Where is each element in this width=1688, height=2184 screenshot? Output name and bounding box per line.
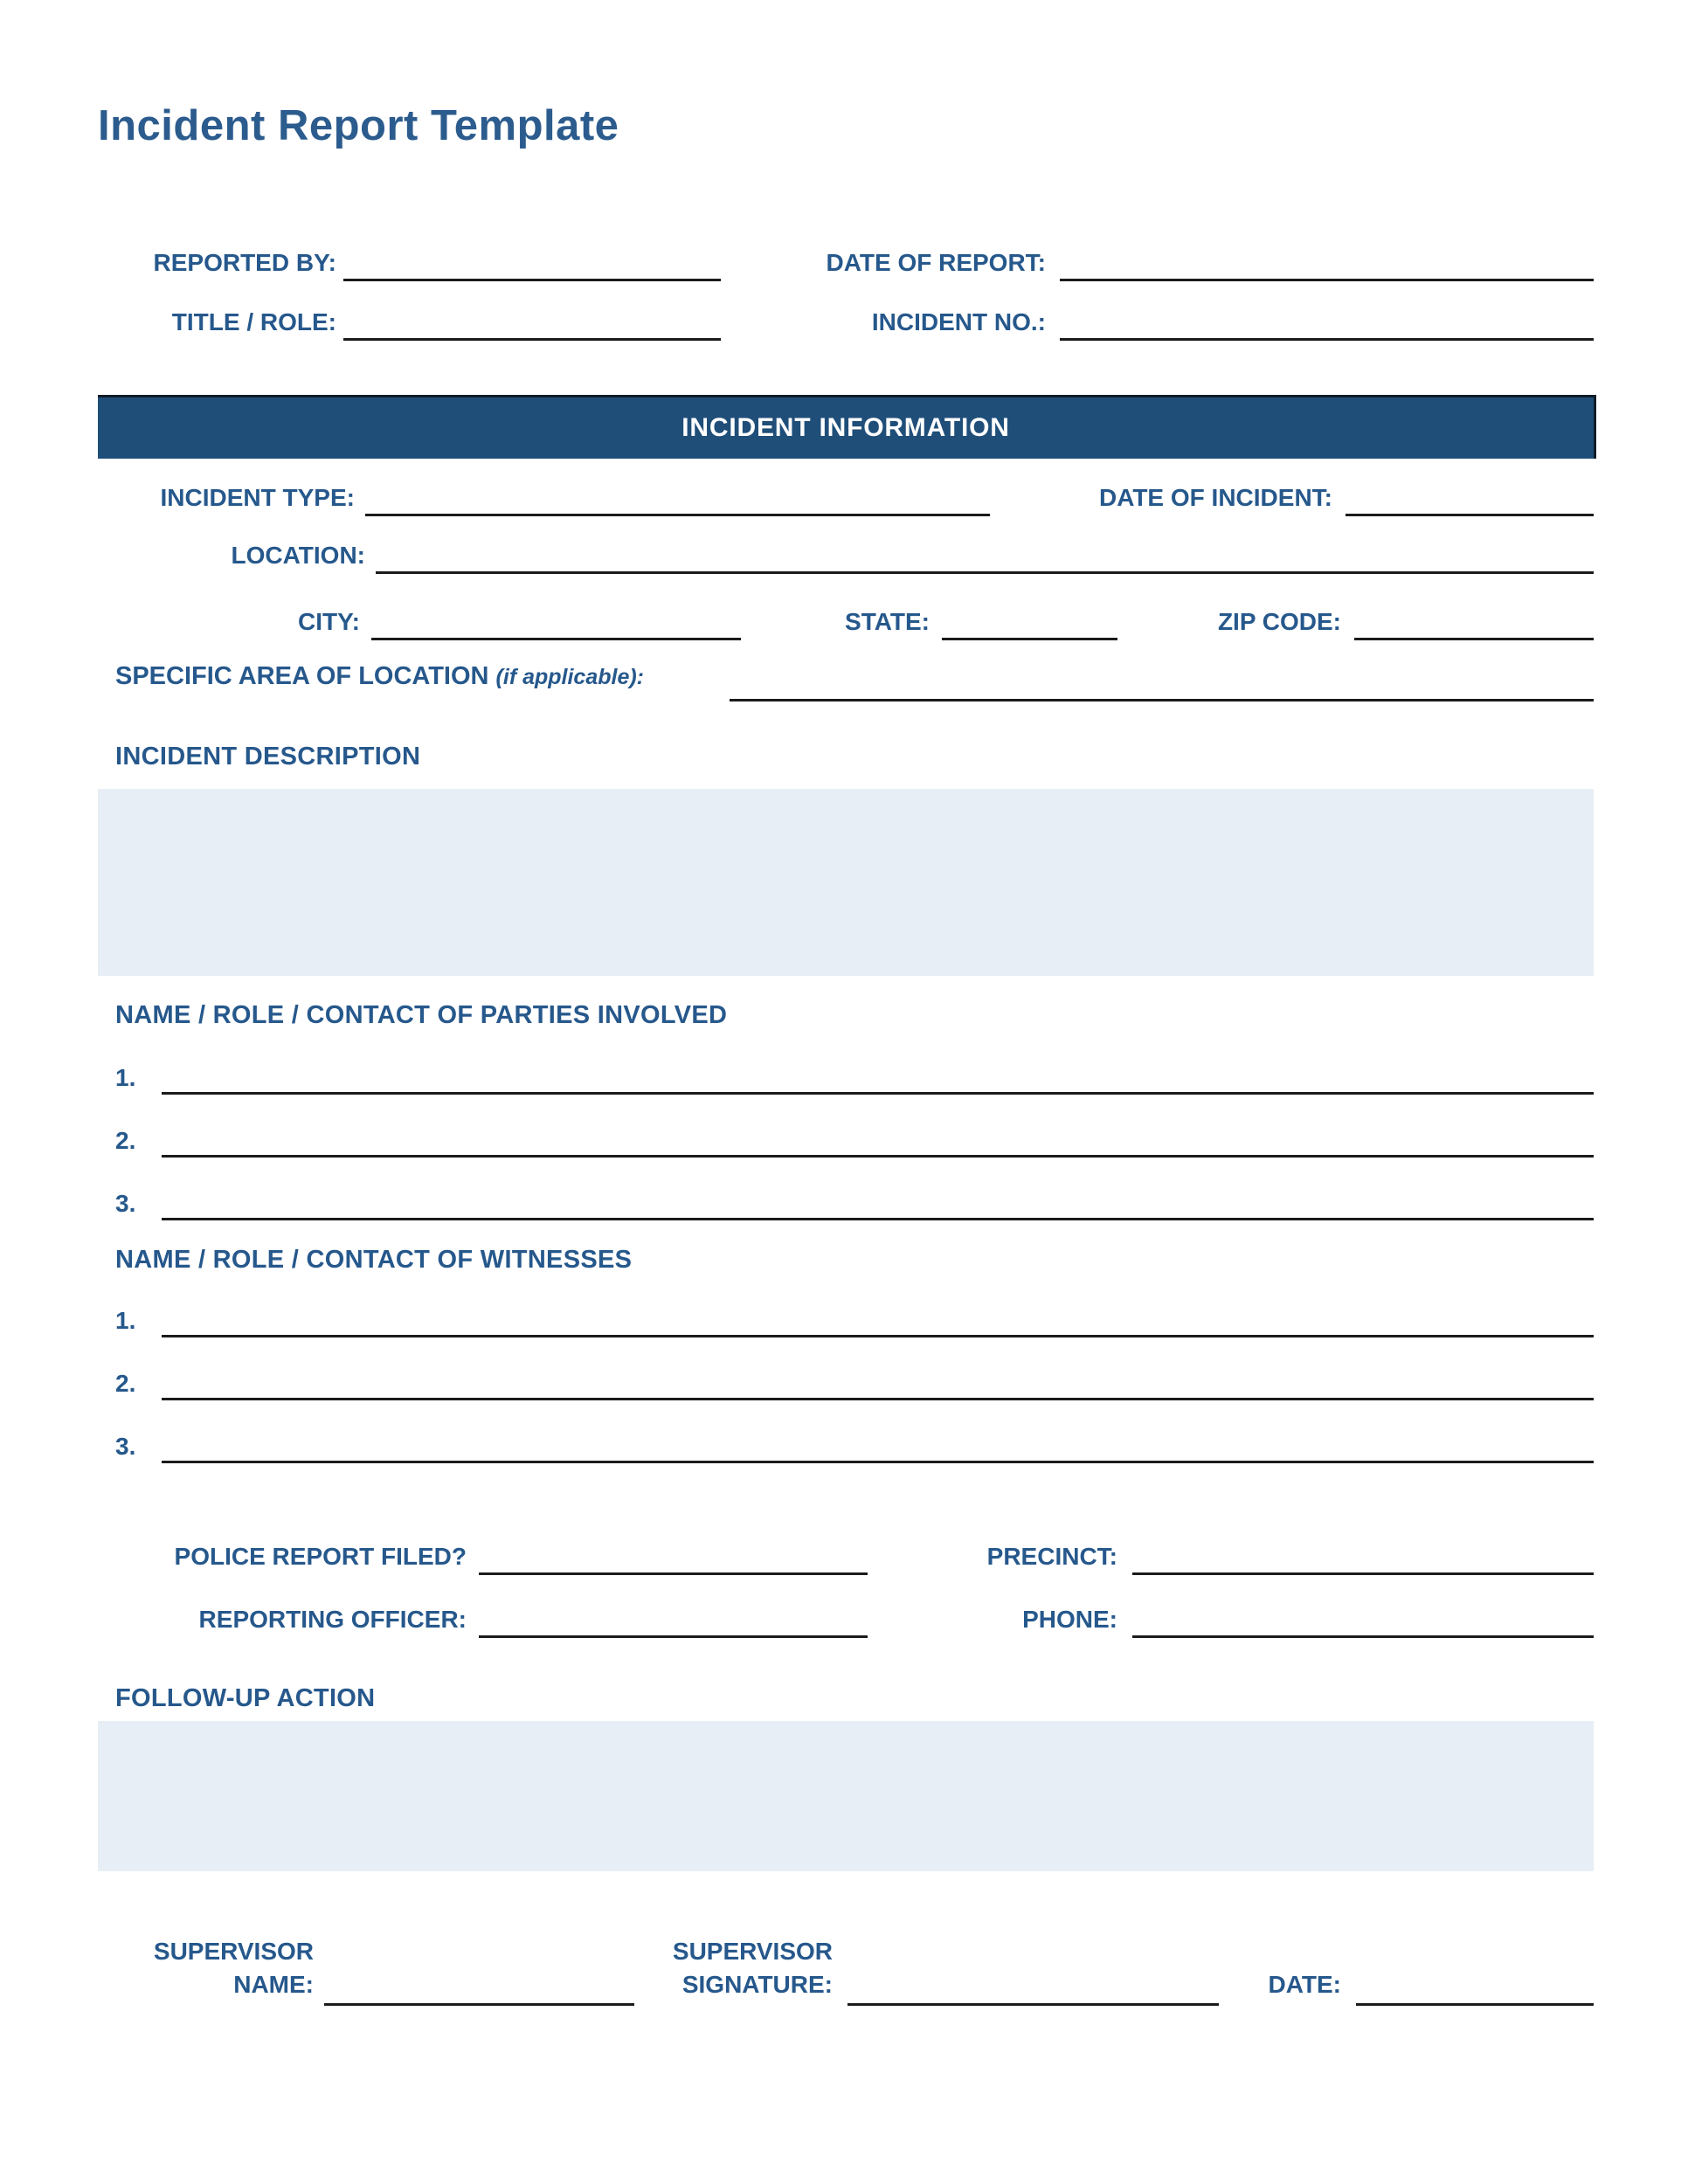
reported-by-input-line[interactable]: [343, 279, 721, 281]
witness-3-input-line[interactable]: [162, 1461, 1594, 1463]
party-3-number: 3.: [115, 1190, 136, 1217]
incident-information-banner: [98, 395, 1596, 459]
date-of-incident-label: DATE OF INCIDENT:: [1098, 484, 1332, 511]
reporting-officer-label: REPORTING OFFICER:: [198, 1606, 467, 1633]
incident-type-input-line[interactable]: [365, 514, 990, 516]
supervisor-signature-label-line1: SUPERVISOR: [672, 1938, 833, 1965]
followup-heading: FOLLOW-UP ACTION: [115, 1684, 376, 1712]
specific-area-input-line[interactable]: [730, 699, 1594, 702]
city-label: CITY:: [297, 608, 360, 635]
zip-code-input-line[interactable]: [1354, 638, 1594, 640]
reporting-officer-input-line[interactable]: [479, 1635, 868, 1638]
date-input-line[interactable]: [1356, 2003, 1594, 2006]
witness-3-number: 3.: [115, 1433, 136, 1460]
police-report-filed-input-line[interactable]: [479, 1572, 868, 1575]
incident-description-heading: INCIDENT DESCRIPTION: [115, 743, 421, 771]
witness-2-input-line[interactable]: [162, 1398, 1594, 1400]
city-input-line[interactable]: [371, 638, 741, 640]
precinct-label: PRECINCT:: [986, 1543, 1117, 1570]
location-label: LOCATION:: [231, 542, 365, 569]
incident-type-label: INCIDENT TYPE:: [160, 484, 355, 511]
title-role-label: TITLE / ROLE:: [171, 308, 336, 335]
supervisor-name-label-line1: SUPERVISOR: [153, 1938, 314, 1965]
witness-1-number: 1.: [115, 1307, 136, 1334]
party-2-input-line[interactable]: [162, 1155, 1594, 1158]
witness-2-number: 2.: [115, 1370, 136, 1397]
zip-code-label: ZIP CODE:: [1217, 608, 1341, 635]
incident-information-banner-label: INCIDENT INFORMATION: [681, 413, 1010, 442]
parties-heading: NAME / ROLE / CONTACT OF PARTIES INVOLVED: [115, 1001, 728, 1029]
incident-description-textarea[interactable]: [98, 789, 1594, 976]
page-title: Incident Report Template: [98, 102, 619, 149]
location-input-line[interactable]: [376, 571, 1594, 574]
date-label: DATE:: [1268, 1971, 1341, 1998]
supervisor-name-label-line2: NAME:: [233, 1971, 314, 1998]
specific-area-label-note: (if applicable):: [495, 665, 645, 689]
date-of-report-input-line[interactable]: [1060, 279, 1594, 281]
party-2-number: 2.: [115, 1127, 136, 1154]
precinct-input-line[interactable]: [1132, 1572, 1594, 1575]
date-of-incident-input-line[interactable]: [1346, 514, 1594, 516]
witnesses-heading: NAME / ROLE / CONTACT OF WITNESSES: [115, 1246, 633, 1274]
phone-label: PHONE:: [1022, 1606, 1117, 1633]
specific-area-label-main: SPECIFIC AREA OF LOCATION: [115, 662, 496, 690]
supervisor-signature-label-line2: SIGNATURE:: [681, 1971, 833, 1998]
state-label: STATE:: [845, 608, 930, 635]
party-1-input-line[interactable]: [162, 1092, 1594, 1095]
supervisor-signature-input-line[interactable]: [847, 2003, 1219, 2006]
date-of-report-label: DATE OF REPORT:: [826, 249, 1046, 276]
incident-no-input-line[interactable]: [1060, 338, 1594, 341]
followup-textarea[interactable]: [98, 1721, 1594, 1871]
title-role-input-line[interactable]: [343, 338, 721, 341]
specific-area-label: [115, 662, 644, 691]
reported-by-label: REPORTED BY:: [153, 249, 336, 276]
party-1-number: 1.: [115, 1064, 136, 1091]
witness-1-input-line[interactable]: [162, 1335, 1594, 1337]
party-3-input-line[interactable]: [162, 1218, 1594, 1220]
phone-input-line[interactable]: [1132, 1635, 1594, 1638]
supervisor-name-input-line[interactable]: [324, 2003, 634, 2006]
state-input-line[interactable]: [942, 638, 1117, 640]
police-report-filed-label: POLICE REPORT FILED?: [174, 1543, 467, 1570]
incident-no-label: INCIDENT NO.:: [871, 308, 1046, 335]
